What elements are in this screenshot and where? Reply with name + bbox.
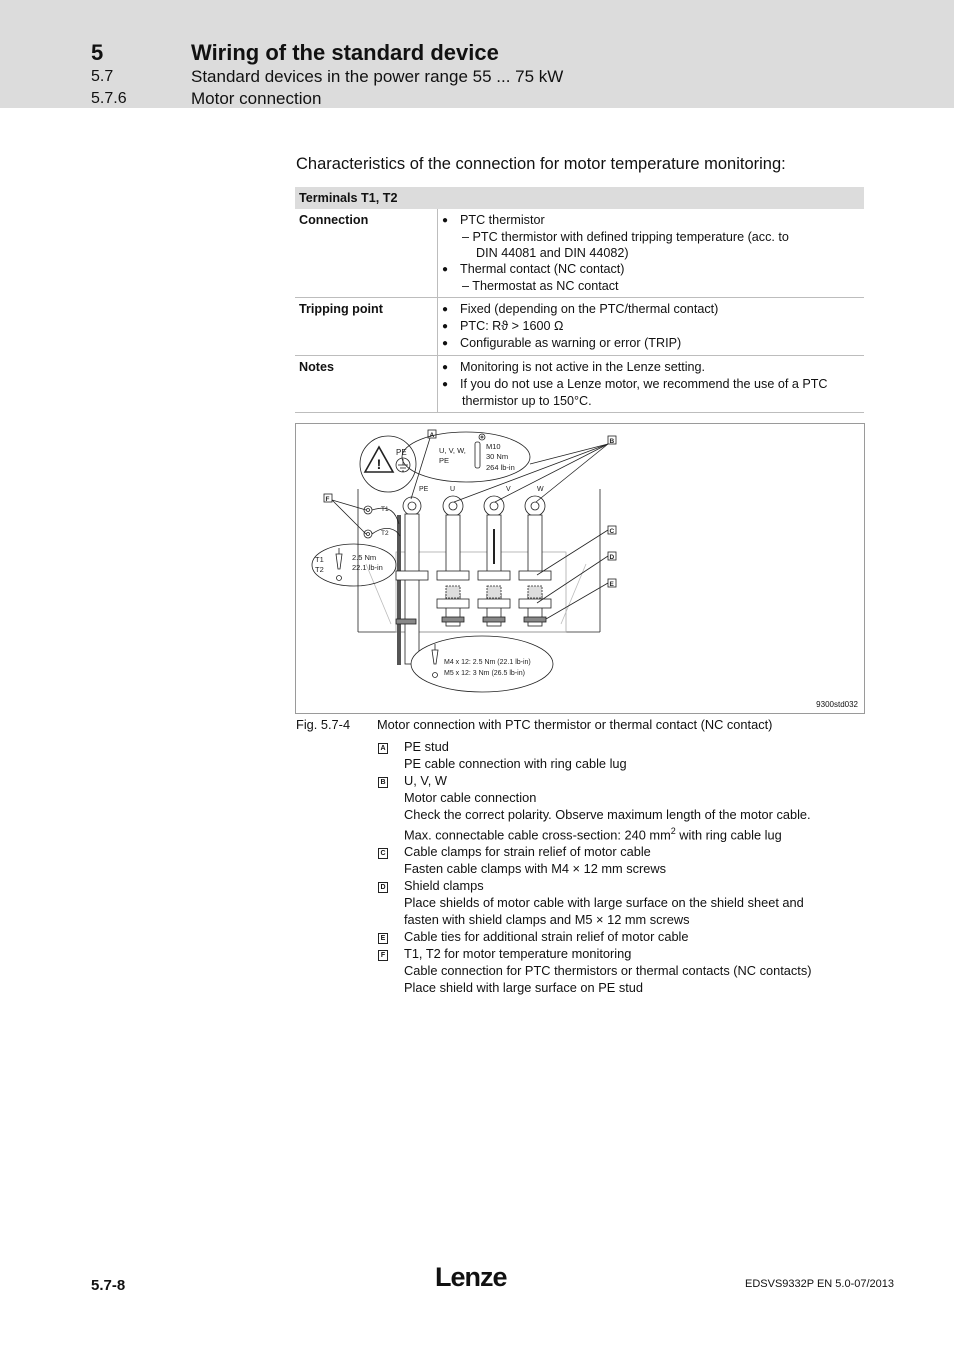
row-value-tripping [438, 298, 865, 356]
wrench-icon [475, 434, 485, 468]
legend-line: Fasten cable clamps with M4 × 12 mm screws [404, 861, 667, 877]
leader-line [495, 444, 608, 502]
header-band [0, 0, 954, 108]
legend-line [404, 823, 811, 843]
section-title: Standard devices in the power range 55 ... 75 kW [191, 67, 564, 86]
sub-item: – PTC thermistor with defined tripping temperature (acc. to [462, 230, 789, 244]
bullet-icon: ● [442, 338, 449, 349]
motor-connection-figure [295, 423, 865, 714]
bullet-icon: ● [442, 215, 449, 226]
legend-line: Motor cable connection [404, 790, 537, 805]
terminal-w-label: W [537, 486, 544, 493]
wiring-diagram [296, 424, 864, 713]
legend-key: A [378, 743, 388, 754]
table-header: Terminals T1, T2 [295, 187, 864, 209]
bullet-icon: ● [442, 321, 449, 332]
bullet-text-cont: thermistor up to 150°C. [462, 394, 592, 408]
pe-cable [405, 514, 419, 664]
bullet-icon: ● [442, 379, 449, 390]
legend-line-text: Max. connectable cable cross-section: 240 mm [404, 827, 671, 843]
key-a: A [429, 432, 435, 439]
figure-id: 9300std032 [816, 700, 858, 709]
pe-label: PE [396, 448, 407, 457]
terminal-pe-label: PE [419, 486, 429, 493]
m5-label: M5 x 12: 3 Nm (26.5 lb-in) [444, 670, 525, 677]
m4-label: M4 x 12: 2.5 Nm (22.1 lb-in) [444, 659, 531, 666]
page-number: 5.7-8 [91, 1277, 126, 1294]
legend-item [378, 877, 848, 928]
torque-ellipse-top [402, 432, 530, 482]
nm25-label: 2.5 Nm [352, 553, 377, 562]
t1t2-label-1: T1 [315, 555, 324, 564]
legend-line: PE stud [404, 739, 449, 754]
bullet-icon: ● [442, 304, 449, 315]
leader-line [537, 530, 608, 575]
table-row [295, 209, 864, 298]
row-label-connection: Connection [295, 209, 438, 298]
sub-item-cont: DIN 44081 and DIN 44082) [476, 246, 629, 260]
nm30-label: 30 Nm [486, 452, 509, 461]
legend-item [378, 772, 848, 843]
row-value-notes [438, 356, 865, 413]
key-f: F [325, 496, 330, 503]
key-e: E [609, 581, 614, 588]
subsection-number: 5.7.6 [91, 90, 127, 107]
terminal-u-label: U [450, 486, 456, 493]
row-label-notes: Notes [295, 356, 438, 413]
legend-item [378, 843, 848, 877]
bullet-text: PTC thermistor [460, 213, 545, 227]
bullet-text: Monitoring is not active in the Lenze setting. [460, 360, 706, 374]
chapter-number: 5 [91, 40, 104, 65]
legend-line: fasten with shield clamps and M5 × 12 mm screws [404, 912, 690, 928]
frame-line [366, 564, 391, 624]
terminal-t2 [364, 530, 372, 538]
leader-line [546, 583, 608, 619]
bullet-icon: ● [442, 264, 449, 275]
superscript: 2 [670, 826, 676, 836]
legend-line: Check the correct polarity. Observe maximum length of the motor cable. [404, 807, 811, 822]
leader-line [536, 444, 608, 502]
uvw-pe-label-2: PE [439, 456, 450, 465]
document-id: EDSVS9332P EN 5.0-07/2013 [745, 1278, 895, 1290]
legend-key: F [378, 950, 388, 961]
legend-key: D [378, 882, 388, 893]
legend-line: Shield clamps [404, 878, 484, 894]
legend-item [378, 945, 848, 996]
terminal-v-label: V [506, 486, 511, 493]
t2-label: T2 [381, 530, 389, 537]
legend-line: Cable connection for PTC thermistors or thermal contacts (NC contacts) [404, 963, 812, 979]
chapter-title: Wiring of the standard device [191, 40, 499, 65]
legend-line: Cable clamps for strain relief of motor cable [404, 844, 651, 860]
legend-line: T1, T2 for motor temperature monitoring [404, 946, 632, 962]
warning-mark: ! [376, 456, 382, 472]
terminals-table [295, 187, 864, 413]
ground-icon [396, 458, 410, 472]
t1-label: T1 [381, 506, 389, 513]
legend-key: C [378, 848, 388, 859]
bullet-text: Configurable as warning or error (TRIP) [460, 336, 682, 350]
leader-line [454, 444, 608, 502]
lbin221-label: 22.1 lb-in [352, 563, 383, 572]
legend-item [378, 738, 848, 772]
key-b: B [609, 438, 615, 445]
lenze-logo: Lenze [435, 1262, 507, 1292]
table-row [295, 298, 864, 356]
row-value-connection [438, 209, 865, 298]
m10-label: M10 [486, 442, 501, 451]
key-d: D [609, 554, 615, 561]
key-c: C [609, 528, 615, 535]
section-number: 5.7 [91, 68, 114, 85]
uvw-pe-label-1: U, V, W, [439, 446, 466, 455]
t1t2-cable [397, 515, 401, 665]
legend-key: E [378, 933, 388, 944]
legend-line-text: with ring cable lug [675, 827, 782, 843]
shield-clamps [437, 586, 551, 608]
lbin264-label: 264 lb-in [486, 463, 515, 472]
bullet-text: Thermal contact (NC contact) [460, 262, 625, 276]
bullet-icon: ● [442, 362, 449, 373]
table-row [295, 356, 864, 413]
row-label-tripping: Tripping point [295, 298, 438, 356]
legend-line: U, V, W [404, 773, 447, 788]
legend-key: B [378, 777, 388, 788]
intro-heading: Characteristics of the connection for motor temperature monitoring: [296, 155, 786, 173]
legend-line: Cable ties for additional strain relief of motor cable [404, 929, 689, 945]
bullet-text: If you do not use a Lenze motor, we recommend the use of a PTC [460, 377, 828, 391]
caption-text: Motor connection with PTC thermistor or thermal contact (NC contact) [377, 717, 773, 732]
pe-stud [403, 497, 421, 515]
bullet-text: PTC: Rϑ > 1600 Ω [460, 319, 564, 333]
figure-legend [378, 738, 848, 996]
subsection-title: Motor connection [191, 89, 322, 108]
legend-line: Place shields of motor cable with large surface on the shield sheet and [404, 895, 804, 911]
legend-item [378, 928, 848, 945]
t1t2-label-2: T2 [315, 565, 324, 574]
cable-clamps [396, 571, 551, 580]
leader-line [530, 444, 608, 464]
screwdriver-icon [336, 548, 342, 581]
legend-line: PE cable connection with ring cable lug [404, 756, 627, 771]
sub-item: – Thermostat as NC contact [462, 279, 619, 293]
bullet-text: Fixed (depending on the PTC/thermal contact) [460, 302, 719, 316]
legend-line: Place shield with large surface on PE stud [404, 980, 644, 996]
caption-number: Fig. 5.7-4 [296, 717, 351, 732]
